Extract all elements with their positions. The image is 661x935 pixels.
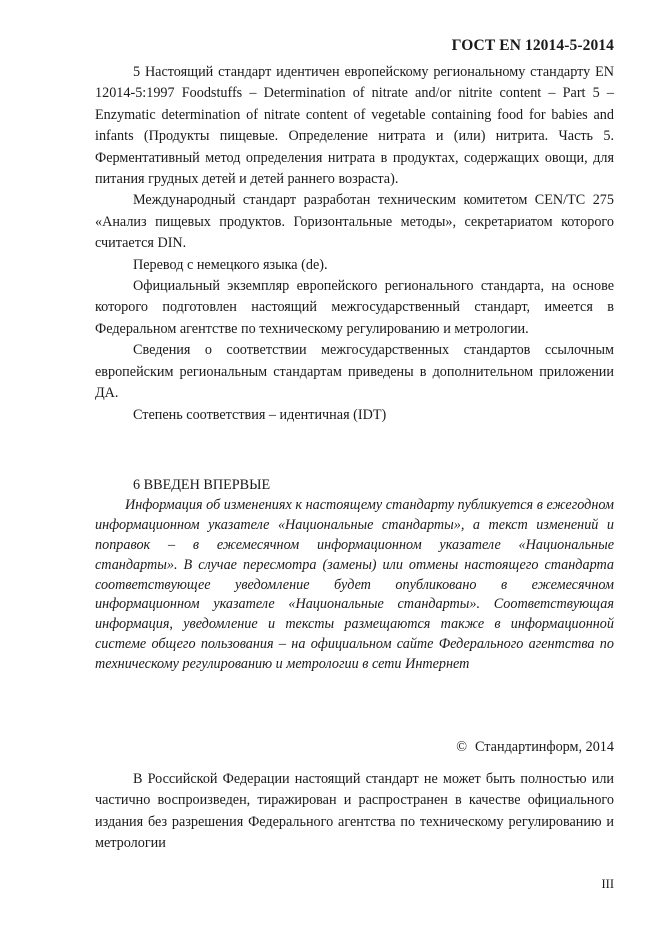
paragraph-references: Сведения о соответствии межгосударственных стандартов ссылочным европейским региональным стандартам приведены в дополнительном приложении ДА. [95,342,614,402]
page-number: III [601,877,614,891]
copyright-line [456,737,614,757]
notice-text: В Российской Федерации настоящий стандарт не может быть полностью или частично воспроизведен, тиражирован и распространен в качестве официального издания без разрешения Федерального агентства по техническому регулированию и метрологии [95,771,614,852]
paragraph-identity: 5 Настоящий стандарт идентичен европейскому региональному стандарту EN 12014-5:1997 Foodstuffs – Determination of nitrate and/or nitrite content – Part 5 – Enzymatic determination of nitrate content of vegetable containing food for babies and infants (Продукты пищевые. Определение нитрата и (или) нитрита. Часть 5. Ферментативный метод определения нитрата в продуктах, содержащих овощи, для питания грудных детей и детей раннего возраста). [95,64,614,188]
standard-code-header: ГОСТ EN 12014-5-2014 [451,37,614,54]
change-information: Информация об изменениях к настоящему стандарту публикуется в ежегодном информационном указателе «Национальные стандарты», а текст изменений и поправок – в ежемесячном информационном указателе «Национальные стандарты». В случае пересмотра (замены) или отмены настоящего стандарта соответствующее уведомление будет опубликовано в ежемесячном информационном указателе «Национальные стандарты». Соответствующая информация, уведомление и тексты размещаются также в информационной системе общего пользования – на официальном сайте Федерального агентства по техническому регулированию и метрологии в сети Интернет [95,497,614,672]
preface-text [95,62,614,426]
copyright-text: Стандартинформ, 2014 [475,739,614,755]
reproduction-notice [95,769,614,855]
paragraph-conformity: Степень соответствия – идентичная (IDT) [133,406,387,423]
paragraph-official-copy: Официальный экземпляр европейского регионального стандарта, на основе которого подготовлен настоящий межгосударственный стандарт, имеется в Федеральном агентстве по техническому регулированию и метрологии. [95,278,614,337]
section-title: 6 ВВЕДЕН ВПЕРВЫЕ [133,477,271,493]
copyright-symbol: © [456,739,468,755]
paragraph-translation: Перевод с немецкого языка (de). [133,256,328,273]
section-introduced [95,475,614,675]
paragraph-committee: Международный стандарт разработан техническим комитетом CEN/TC 275 «Анализ пищевых продуктов. Горизонтальные методы», секретариатом которого считается DIN. [95,192,614,252]
